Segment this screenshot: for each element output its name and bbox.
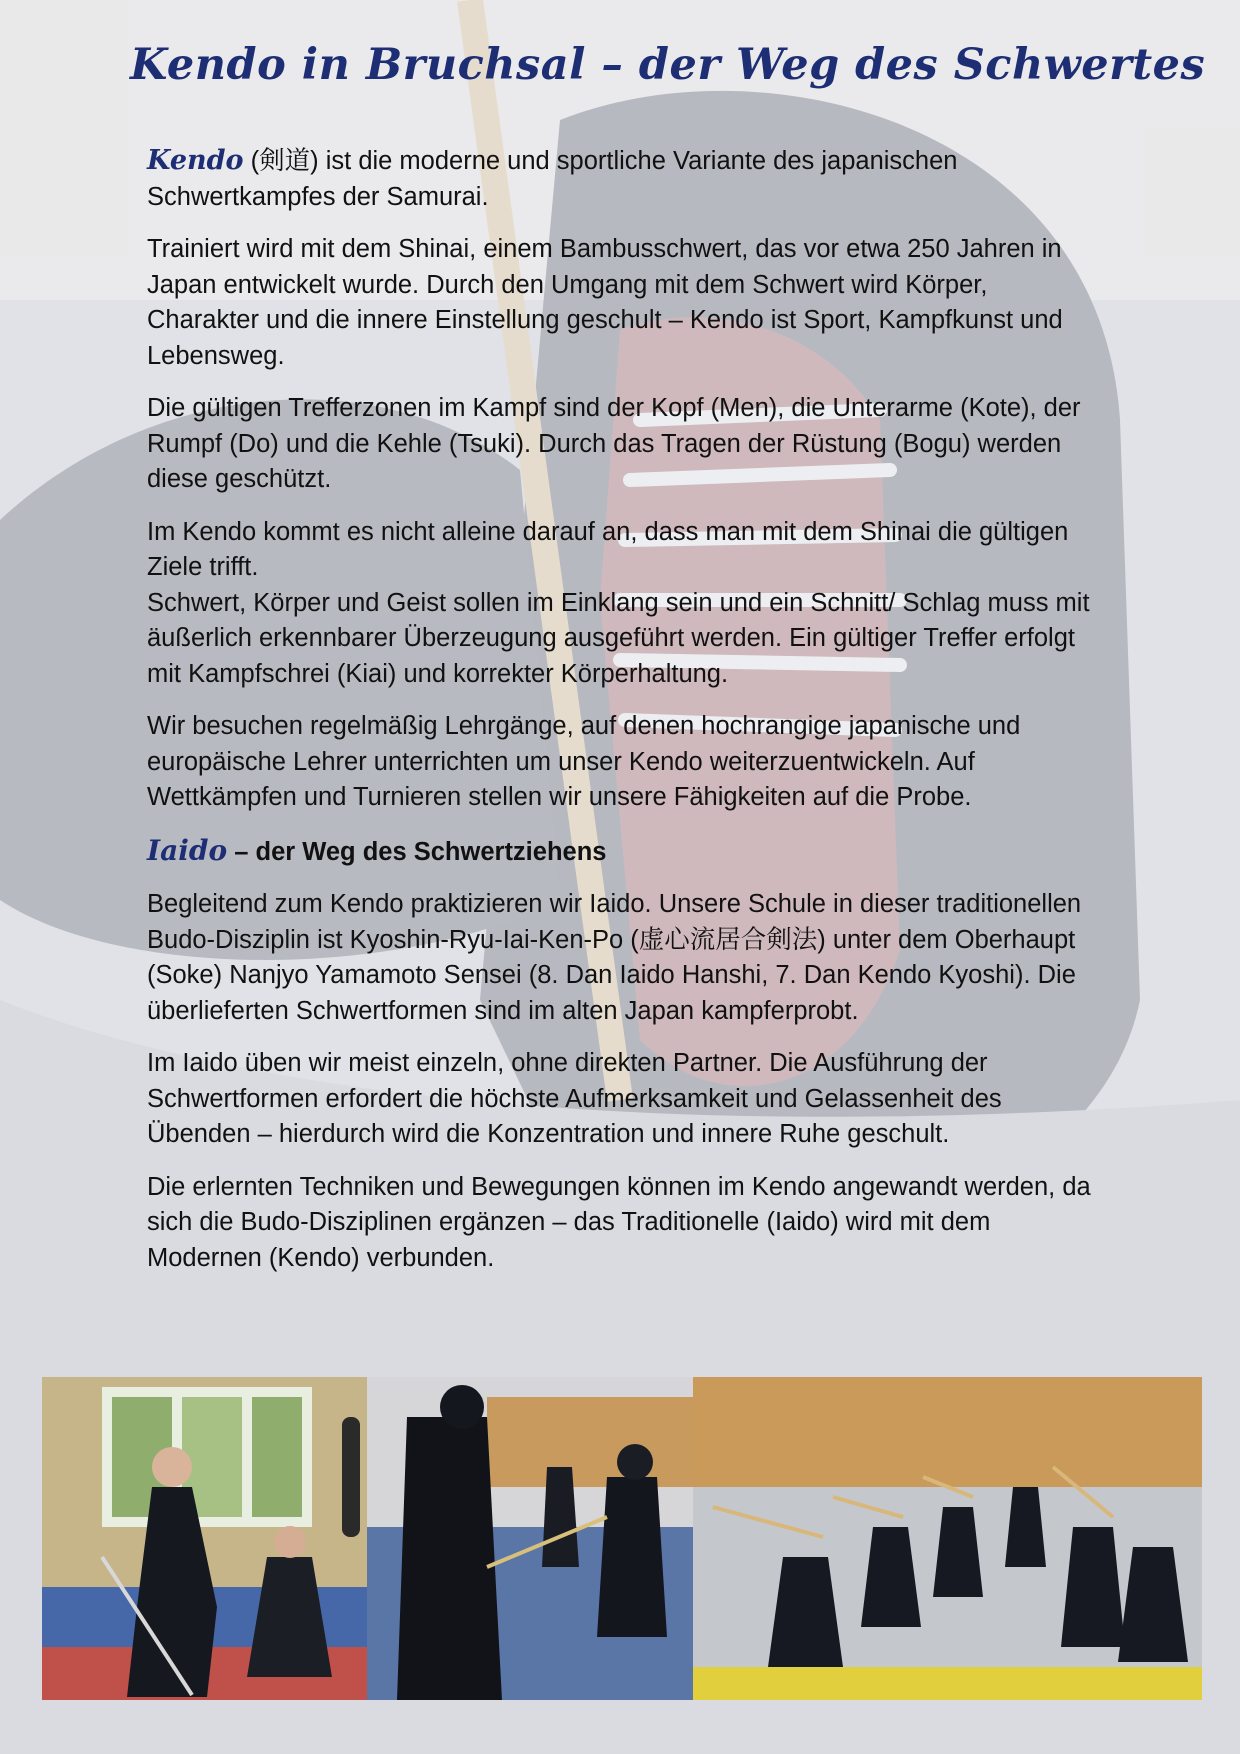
kendo-paragraph-ziele [147, 515, 1097, 693]
iaido-heading [147, 833, 1097, 871]
page-title: Kendo in Bruchsal – der Weg des Schwertes [130, 40, 1206, 90]
kendo-paragraph-lehrgaenge: Wir besuchen regelmäßig Lehrgänge, auf denen hochrangige japanische und europäische Lehrer unterrichten um unser Kendo weiterzuentwickeln. Auf Wettkämpfen und Turnieren stellen wir unsere Fähigkeiten auf die Probe. [147, 712, 1021, 811]
photo-kendo-hall [367, 1377, 693, 1700]
photo-iaido-group [693, 1377, 1202, 1700]
iaido-paragraph-techniken: Die erlernten Techniken und Bewegungen können im Kendo angewandt werden, da sich die Budo-Disziplinen ergänzen – das Traditionelle (Iaido) wird mit dem Modernen (Kendo) verbunden. [147, 1172, 1091, 1272]
kendo-intro-text: (剣道) ist die moderne und sportliche Variante des japanischen Schwertkampfes der Samurai. [147, 147, 958, 211]
iaido-paragraph-schule: Begleitend zum Kendo praktizieren wir Iaido. Unsere Schule in dieser traditionellen Budo-Disziplin ist Kyoshin-Ryu-Iai-Ken-Po (虚心流居合剣法) unter dem Oberhaupt (Soke) Nanjyo Yamamoto Sensei (8. Dan Iaido Hanshi, 7. Dan Kendo Kyoshi). Die überlieferten Schwertformen sind im alten Japan kampferprobt. [147, 890, 1082, 1025]
kendo-intro-paragraph [147, 143, 1097, 215]
body-text [147, 143, 1097, 1293]
photo-iaido-dojo [42, 1377, 367, 1700]
photo-strip [42, 1377, 1202, 1700]
iaido-paragraph-einzeln: Im Iaido üben wir meist einzeln, ohne direkten Partner. Die Ausführung der Schwertformen erfordert die höchste Aufmerksamkeit und Gelassenheit des Übenden – hierdurch wird die Konzentration und innere Ruhe geschult. [147, 1049, 1002, 1148]
iaido-lead-word: Iaido [147, 833, 228, 867]
iaido-heading-text: – der Weg des Schwertziehens [227, 837, 607, 866]
kendo-lead-word: Kendo [147, 145, 244, 176]
kendo-ziele-line: Im Kendo kommt es nicht alleine darauf an, dass man mit dem Shinai die gültigen Ziele trifft. [147, 517, 1069, 581]
kendo-paragraph-shinai: Trainiert wird mit dem Shinai, einem Bambusschwert, das vor etwa 250 Jahren in Japan entwickelt wurde. Durch den Umgang mit dem Schwert wird Körper, Charakter und die innere Einstellung geschult – Kendo ist Sport, Kampfkunst und Lebensweg. [147, 235, 1063, 370]
kendo-paragraph-trefferzonen: Die gültigen Trefferzonen im Kampf sind der Kopf (Men), die Unterarme (Kote), der Rumpf (Do) und die Kehle (Tsuki). Durch das Tragen der Rüstung (Bogu) werden diese geschützt. [147, 394, 1081, 493]
kendo-ziele-continuation: Schwert, Körper und Geist sollen im Einklang sein und ein Schnitt/ Schlag muss mit äußerlich erkennbarer Überzeugung ausgeführt werden. Ein gültiger Treffer erfolgt mit Kampfschrei (Kiai) und korrekter Körperhaltung. [147, 588, 1090, 688]
